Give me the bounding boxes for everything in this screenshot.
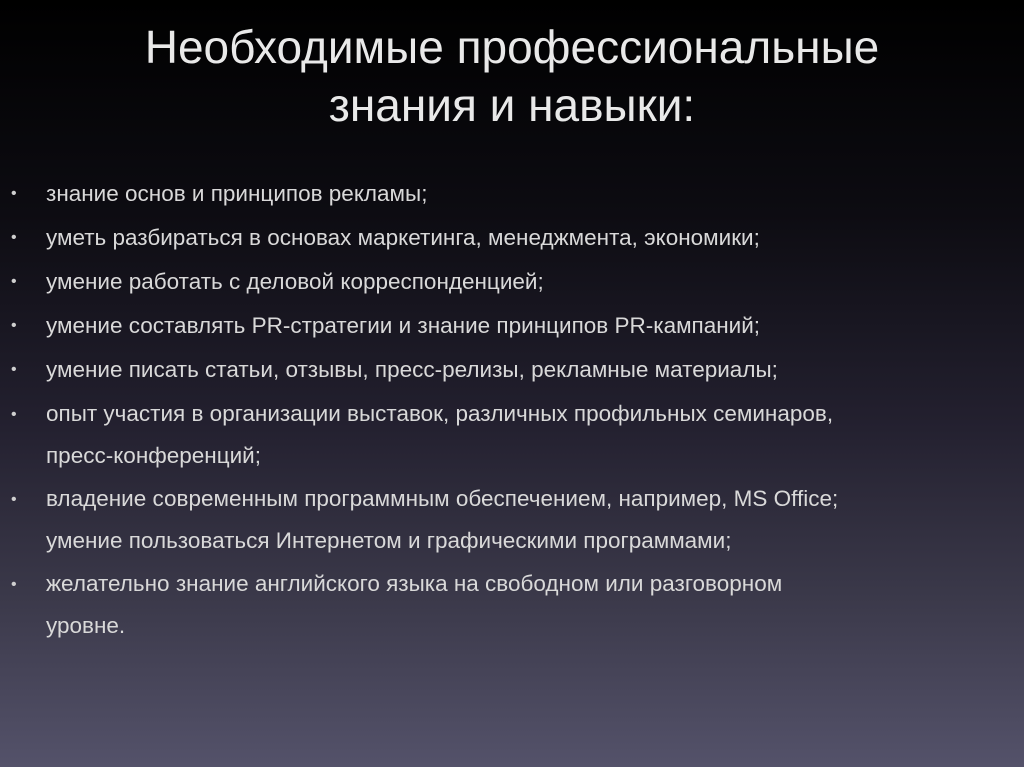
bullet-text-line-1: владение современным программным обеспечением, например, MS Office; (46, 486, 839, 511)
bullet-item (0, 393, 1024, 477)
bullet-text: знание основ и принципов рекламы; (46, 181, 428, 206)
bullet-text: умение работать с деловой корреспонденцией; (46, 269, 544, 294)
bullet-text-line-2: пресс-конференций; (46, 443, 261, 468)
bullet-item (0, 348, 1024, 392)
bullet-list (0, 172, 1024, 647)
bullet-text: умение писать статьи, отзывы, пресс-релизы, рекламные материалы; (46, 357, 778, 382)
bullet-text-line-1: опыт участия в организации выставок, различных профильных семинаров, (46, 401, 834, 426)
slide-title (40, 18, 984, 134)
bullet-item (0, 260, 1024, 304)
bullet-text: уметь разбираться в основах маркетинга, менеджмента, экономики; (46, 225, 760, 250)
bullet-text-line-1: желательно знание английского языка на свободном или разговорном (46, 571, 783, 596)
bullet-dot-icon: • (11, 576, 17, 593)
bullet-dot-icon: • (11, 361, 17, 378)
bullet-dot-icon: • (11, 406, 17, 423)
bullet-text: умение составлять PR-стратегии и знание принципов PR-кампаний; (46, 313, 761, 338)
bullet-dot-icon: • (11, 229, 17, 246)
bullet-item (0, 563, 1024, 647)
bullet-text-line-2: умение пользоваться Интернетом и графическими программами; (46, 528, 732, 553)
bullet-text-line-2: уровне. (46, 613, 126, 638)
slide-title-line-1: Необходимые профессиональные (144, 21, 880, 73)
bullet-item (0, 172, 1024, 216)
bullet-dot-icon: • (11, 185, 17, 202)
bullet-item (0, 304, 1024, 348)
bullet-dot-icon: • (11, 317, 17, 334)
bullet-dot-icon: • (11, 273, 17, 290)
slide-title-line-2: знания и навыки: (328, 79, 696, 131)
bullet-item (0, 216, 1024, 260)
bullet-dot-icon: • (11, 491, 17, 508)
bullet-item (0, 478, 1024, 562)
